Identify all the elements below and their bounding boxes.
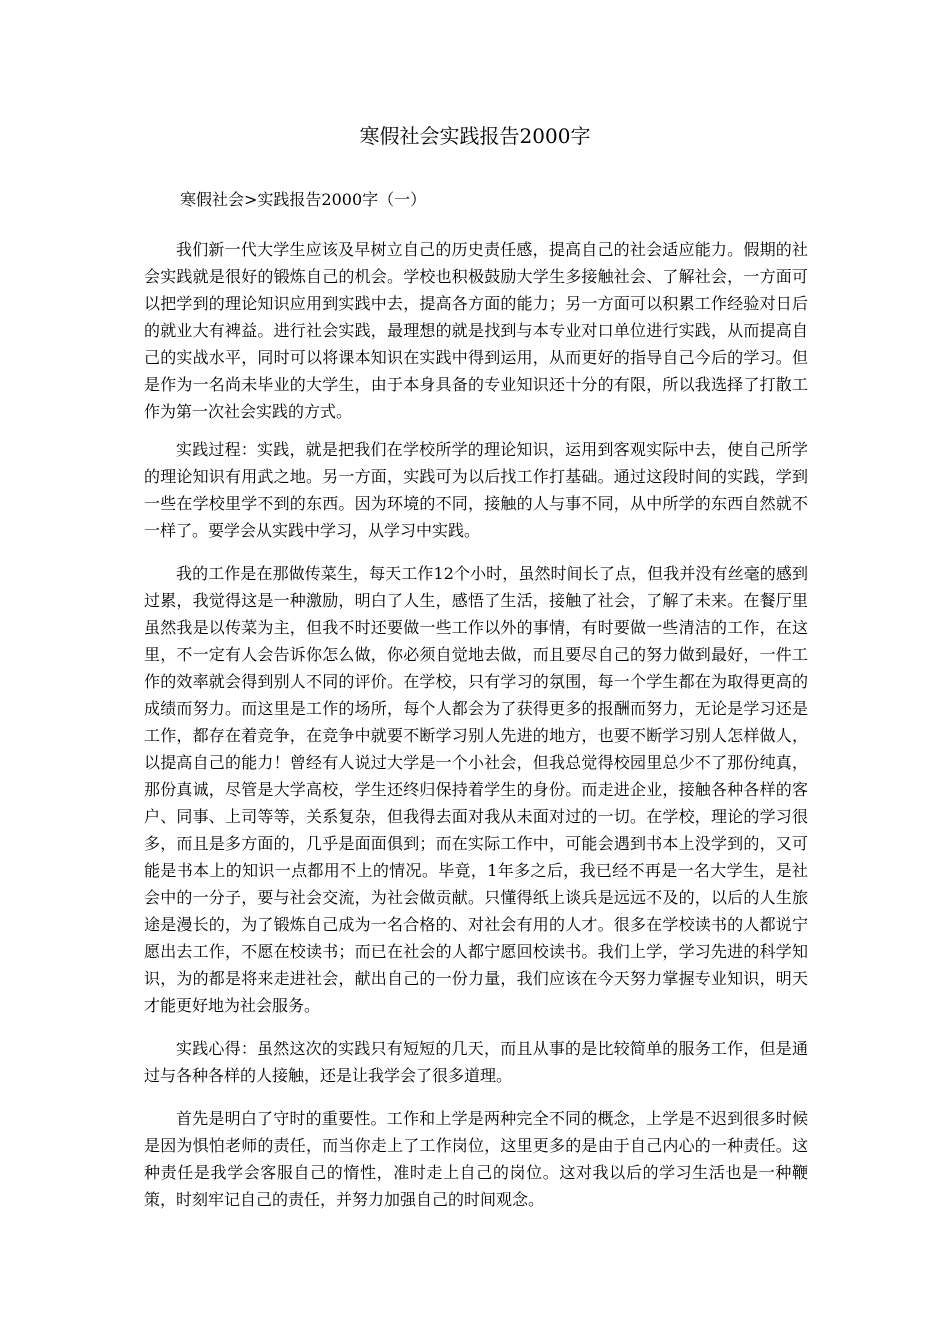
section-heading: 寒假社会>实践报告2000字（一） <box>180 190 427 209</box>
paragraph-intro: 我们新一代大学生应该及早树立自己的历史责任感，提高自己的社会适应能力。假期的社会实践就是很好的锻炼自己的机会。学校也积极鼓励大学生多接触社会、了解社会，一方面可以把学到的理论知识应用到实践中去，提高各方面的能力；另一方面可以积累工作经验对日后的就业大有裨益。进行社会实践，最理想的就是找到与本专业对口单位进行实践，从而提高自己的实战水平，同时可以将课本知识在实践中得到运用，从而更好的指导自己今后的学习。但是作为一名尚未毕业的大学生，由于本身具备的专业知识还十分的有限，所以我选择了打散工作为第一次社会实践的方式。 <box>144 240 808 421</box>
paragraph-practice-insights: 实践心得：虽然这次的实践只有短短的几天，而且从事的是比较简单的服务工作，但是通过与各种各样的人接触，还是让我学会了很多道理。 <box>144 1039 808 1085</box>
paragraph-punctuality: 首先是明白了守时的重要性。工作和上学是两种完全不同的概念，上学是不迟到很多时候是因为惧怕老师的责任，而当你走上了工作岗位，这里更多的是由于自己内心的一种责任。这种责任是我学会客服自己的惰性，准时走上自己的岗位。这对我以后的学习生活也是一种鞭策，时刻牢记自己的责任，并努力加强自己的时间观念。 <box>144 1109 808 1209</box>
document-title: 寒假社会实践报告2000字 <box>359 124 591 148</box>
paragraph-practice-process: 实践过程：实践，就是把我们在学校所学的理论知识，运用到客观实际中去，使自己所学的理论知识有用武之地。另一方面，实践可为以后找工作打基础。通过这段时间的实践，学到一些在学校里学不到的东西。因为环境的不同，接触的人与事不同，从中所学的东西自然就不一样了。要学会从实践中学习，从学习中实践。 <box>144 440 808 540</box>
paragraph-work-experience: 我的工作是在那做传菜生，每天工作12个小时，虽然时间长了点，但我并没有丝毫的感到过累，我觉得这是一种激励，明白了人生，感悟了生活，接触了社会，了解了未来。在餐厅里虽然我是以传菜为主，但我不时还要做一些工作以外的事情，有时要做一些清洁的工作，在这里，不一定有人会告诉你怎么做，你必须自觉地去做，而且要尽自己的努力做到最好，一件工作的效率就会得到别人不同的评价。在学校，只有学习的氛围，每一个学生都在为取得更高的成绩而努力。而这里是工作的场所，每个人都会为了获得更多的报酬而努力，无论是学习还是工作，都存在着竞争，在竞争中就要不断学习别人先进的地方，也要不断学习别人怎样做人，以提高自己的能力！曾经有人说过大学是一个小社会，但我总觉得校园里总少不了那份纯真，那份真诚，尽管是大学高校，学生还终归保持着学生的身份。而走进企业，接触各种各样的客户、同事、上司等等，关系复杂，但我得去面对我从未面对过的一切。在学校，理论的学习很多，而且是多方面的，几乎是面面俱到；而在实际工作中，可能会遇到书本上没学到的，又可能是书本上的知识一点都用不上的情况。毕竟，1年多之后，我已经不再是一名大学生，是社会中的一分子，要与社会交流，为社会做贡献。只懂得纸上谈兵是远远不及的，以后的人生旅途是漫长的，为了锻炼自己成为一名合格的、对社会有用的人才。很多在学校读书的人都说宁愿出去工作，不愿在校读书；而已在社会的人都宁愿回校读书。我们上学，学习先进的科学知识，为的都是将来走进社会，献出自己的一份力量，我们应该在今天努力掌握专业知识，明天才能更好地为社会服务。 <box>144 564 808 1015</box>
